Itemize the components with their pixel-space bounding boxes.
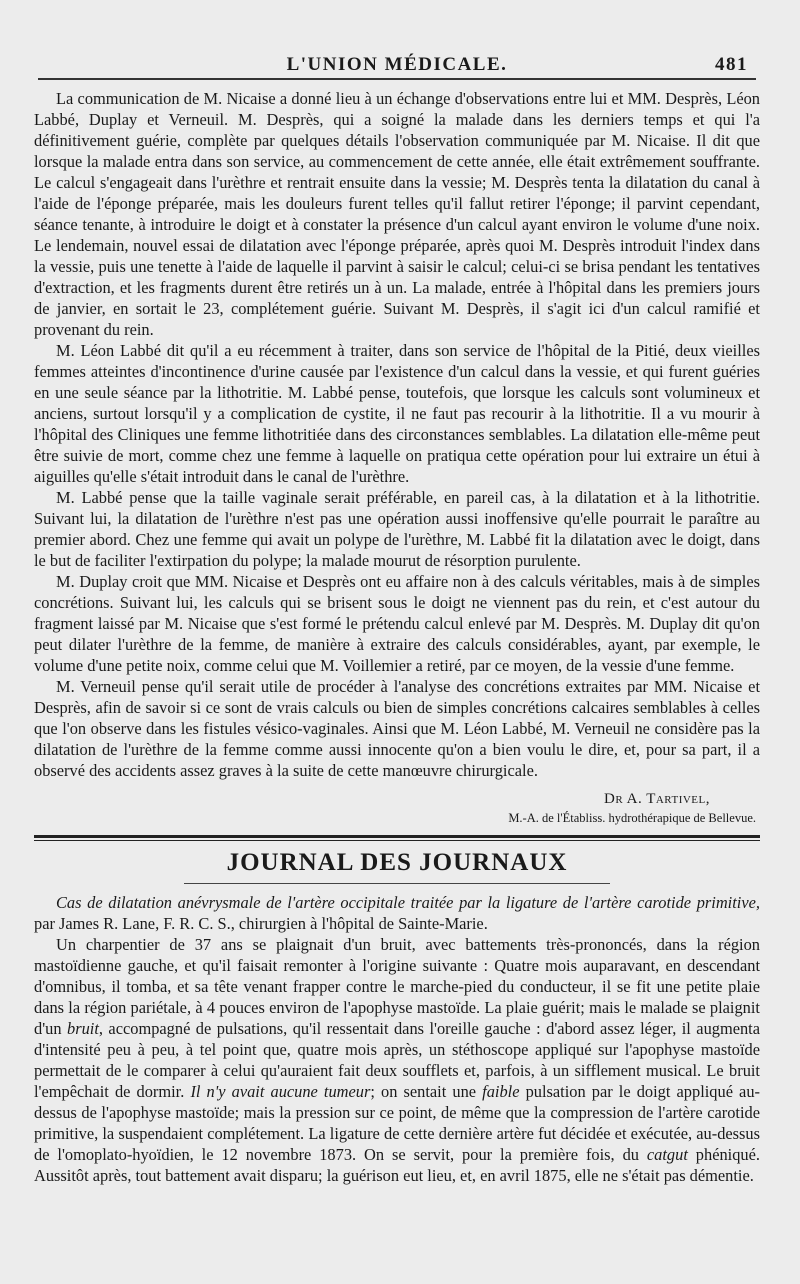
paragraph-verneuil: M. Verneuil pense qu'il serait utile de procéder à l'analyse des concrétions extraites par MM. Nicaise et Desprès, afin de savoir si ce sont de vrais calculs ou bien de simples concrétions calcaires semblables à celles que l'on observe dans les fistules vésico-vaginales. Ainsi que M. Léon Labbé, M. Verneuil ne considère pas la dilatation de l'urèthre de la femme comme aussi innocente qu'on a bien voulu le dire, et, pour sa part, il a observé des accidents assez graves à la suite de cette manœuvre chirurgicale.	[34, 677, 760, 780]
paragraph-labbe: M. Léon Labbé dit qu'il a eu récemment à traiter, dans son service de l'hôpital de la Pitié, deux vieilles femmes atteintes d'incontinence d'urine causée par l'existence d'un calcul dans la vessie, et qui furent guéries en une seule séance par la lithotritie. M. Labbé pense, toutefois, que lorsque les calculs sont volumineux et anciens, surtout lorsqu'il y a complication de cystite, il ne faut pas recourir à la lithotritie. Il a vu mourir à l'hôpital des Cliniques une femme lithotritiée dans des circonstances semblables. La dilatation elle-même peut être suivie de mort, comme chez une femme à laquelle on pratiqua cette opération pour lui extraire un étui à aiguilles qu'elle s'était introduit dans le canal de l'urèthre.	[34, 341, 760, 486]
paragraph-labbe-taille: M. Labbé pense que la taille vaginale serait préférable, en pareil cas, à la dilatation et à la lithotritie. Suivant lui, la dilatation de l'urèthre n'est pas une opération aussi inoffensive qu'elle pourrait le paraître au premier abord. Chez une femme qui avait un polype de l'urèthre, M. Labbé fit la dilatation avec le doigt, dans le but de faciliter l'extirpation du polype; la malade mourut de résorption purulente.	[34, 488, 760, 570]
article-author: par James R. Lane, F. R. C. S., chirurgien à l'hôpital de Sainte-Marie.	[34, 914, 488, 933]
section-divider	[34, 835, 760, 841]
article-body: Un charpentier de 37 ans se plaignait d'un bruit, avec battements très-prononcés, dans la région mastoïdienne gauche, et qu'il faisait remonter à l'origine suivante : Quatre mois auparavant, en descendant d'omnibus, il tomba, et sa tête venant frapper contre le marche-pied du conducteur, il se fit une petite plaie dans la région pariétale, à 4 pouces environ de l'apophyse mastoïde. La plaie guérit; mais le malade se plaignit d'un bruit, accompagné de pulsations, qu'il ressentait dans l'oreille gauche : d'abord assez léger, il augmenta d'intensité peu à peu, à tel point que, quatre mois après, un stéthoscope appliqué sur l'apophyse mastoïde permettait de le comparer à celui qu'auraient fait deux soufflets et, parfois, à un sifflement musical. Le bruit l'empêchait de dormir. Il n'y avait aucune tumeur; on sentait une faible pulsation par le doigt appliqué au-dessus de l'apophyse mastoïde; mais la pression sur ce point, de même que la compression de l'artère carotide primitive, la suspendaient complétement. La ligature de cette dernière artère fut décidée et exécutée, au-dessus de l'omoplato-hyoïdien, le 12 novembre 1873. On se servit, pour la première fois, du catgut phéniqué. Aussitôt après, tout battement avait disparu; la guérison eut lieu, et, en avril 1875, elle ne s'était pas démentie.	[34, 935, 761, 1185]
paragraph-communication: La communication de M. Nicaise a donné lieu à un échange d'observations entre lui et MM. Desprès, Léon Labbé, Duplay et Verneuil. M. Desprès, qui a soigné la malade dans les derniers temps et qui l'a définitivement guérie, complète par quelques détails l'observation communiquée par M. Nicaise. Il dit que lorsque la malade entra dans son service, au commencement de cette année, elle était extrêmement souffrante. Le calcul s'engageait dans l'urèthre et rentrait ensuite dans la vessie; M. Desprès tenta la dilatation du canal à l'aide de l'éponge préparée, mais les douleurs furent telles qu'il fallut retirer l'éponge; il parvint cependant, séance tenante, à introduire le doigt et à constater la présence d'un calcul ayant environ le volume d'une noix. Le lendemain, nouvel essai de dilatation avec l'éponge préparée, après quoi M. Desprès introduit l'index dans la vessie, puis une tenette à l'aide de laquelle il parvint à saisir le calcul; celui-ci se brisa pendant les tentatives d'extraction, et les fragments durent être retirés un à un. La malade, entrée à l'hôpital dans les premiers jours de janvier, en sortait le 23, complétement guérie. Suivant M. Desprès, il s'agit ici d'un calcul ramifié et provenant du rein.	[34, 89, 760, 339]
running-head	[34, 38, 760, 75]
section-title-rule	[184, 883, 610, 884]
signature-affiliation: M.-A. de l'Établiss. hydrothérapique de Bellevue.	[508, 811, 756, 825]
section-title: JOURNAL DES JOURNAUX	[226, 849, 568, 876]
page-number: 481	[715, 54, 748, 75]
header-rule	[38, 78, 756, 80]
article-title	[34, 892, 760, 934]
paragraph-duplay: M. Duplay croit que MM. Nicaise et Desprès ont eu affaire non à des calculs véritables, mais à de simples concrétions. Suivant lui, les calculs qui se brisent sous le doigt ne viennent pas du rein, et c'est autour du fragment laissé par M. Nicaise que s'est formé le prétendu calcul enlevé par M. Desprès. M. Duplay dit qu'on peut dilater l'urèthre de la femme, de manière à extraire des calculs considérables, ayant, par exemple, le volume d'une petite noix, comme celui que M. Voillemier a retiré, par ce moyen, de la vessie d'une femme.	[34, 572, 760, 675]
society-report	[34, 88, 760, 781]
signature-name: Dr A. Tartivel,	[604, 791, 710, 807]
journal-title: L'UNION MÉDICALE.	[286, 54, 508, 75]
signature	[34, 787, 760, 831]
article-title-italic: Cas de dilatation anévrysmale de l'artère occipitale traitée par la ligature de l'artère carotide primitive,	[56, 893, 760, 912]
